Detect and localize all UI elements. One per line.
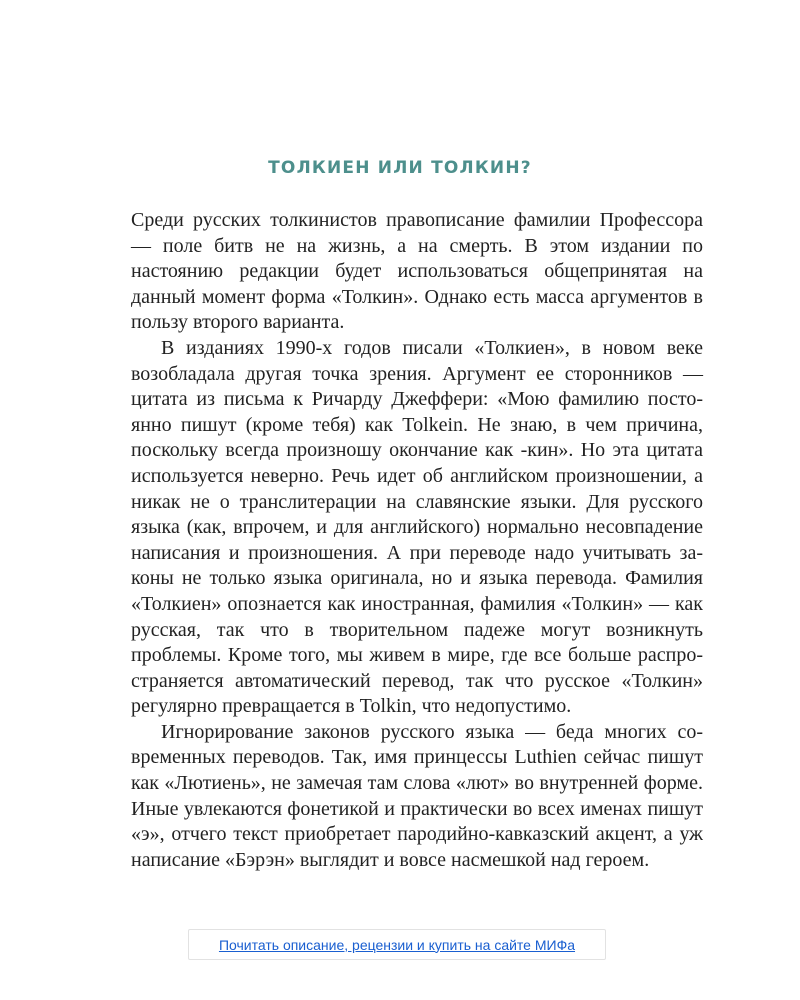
buy-link[interactable]: Почитать описание, рецензии и купить на сайте МИФа [218, 936, 576, 953]
body-text [131, 208, 703, 873]
chapter-heading: ТОЛКИЕН ИЛИ ТОЛКИН? [268, 158, 532, 178]
paragraph: Игнорирование законов русского языка — беда многих современных переводов. Так, имя принцессы Luthien сейчас пишут как «Лютиень», не замечая там слова «лют» во внутренней форме. Иные увлекаются фонетикой и практически во всех именах пишут «э», отчего текст приобретает пародийно-кавказский акцент, а уж написание «Бэрэн» выглядит и вовсе насмешкой над героем. [131, 720, 703, 871]
paragraph: Среди русских толкинистов правописание фамилии Профессора — поле битв не на жизнь, а на смерть. В этом издании по настоянию редакции будет использоваться общепринятая на данный момент форма «Толкин». Однако есть масса аргументов в пользу второго варианта. [131, 209, 703, 334]
paragraph: В изданиях 1990-х годов писали «Толкиен», в новом веке возобладала другая точка зрения. Аргумент ее сторонников — цитата из письма к Ричарду Джеффери: «Мою фамилию постоянно пишут (кроме тебя) как Tolkein. Не знаю, в чем причина, поскольку всегда произношу окончание как -кин». Но эта цитата используется неверно. Речь идет об английском произношении, а никак не о транслитерации на славянские языки. Для русского языка (как, впрочем, и для английского) нормально несовпадение написания и произношения. А при переводе надо учитывать законы не только языка оригинала, но и языка перевода. Фамилия «Толкиен» опознается как иностранная, фамилия «Толкин» — как русская, так что в творительном падеже могут возникнуть проблемы. Кроме того, мы живем в мире, где все больше распространяется автоматический перевод, так что русское «Толкин» регулярно превращается в Tolkin, что недопустимо. [131, 336, 703, 718]
buy-banner [188, 929, 606, 960]
